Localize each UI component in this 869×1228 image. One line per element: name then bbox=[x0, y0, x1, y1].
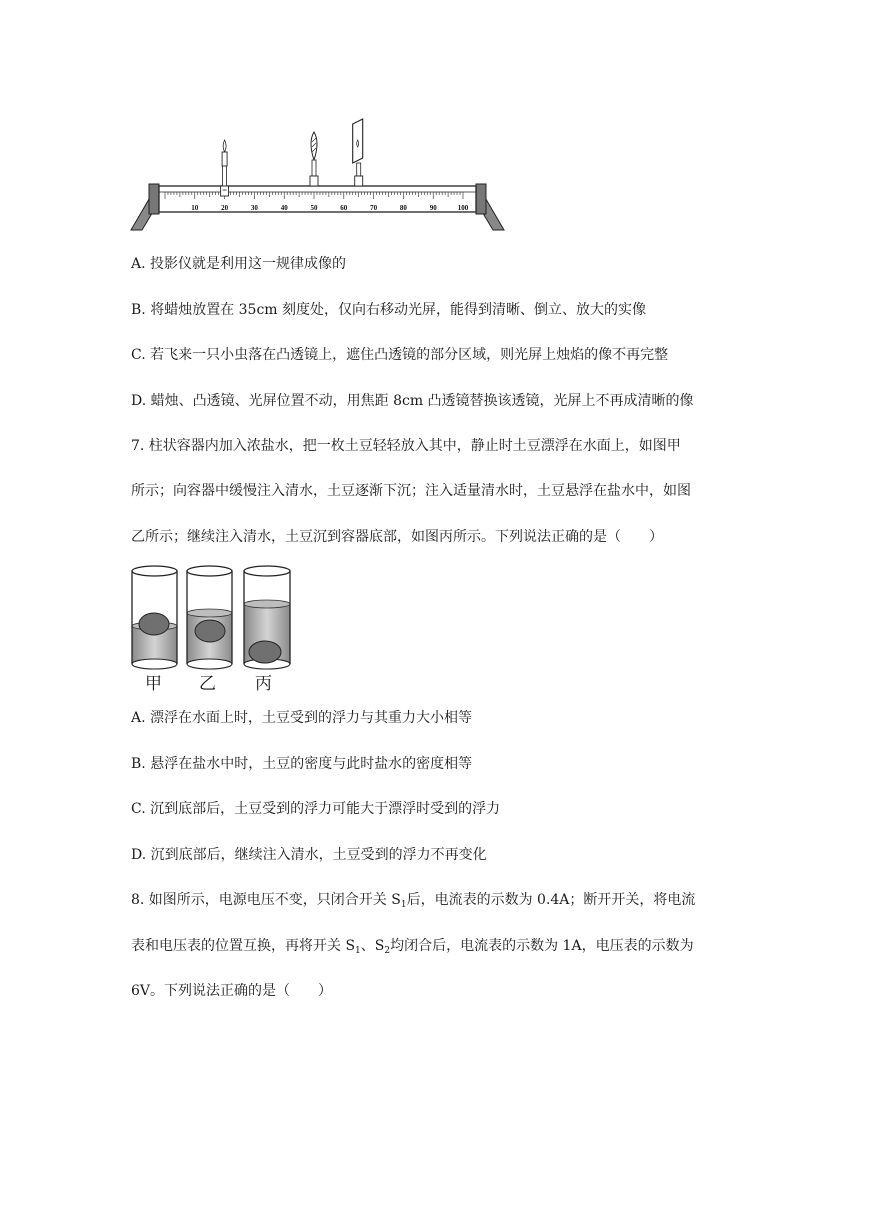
bench-tick-label: 80 bbox=[399, 204, 407, 212]
potato-suspended bbox=[195, 620, 225, 642]
q6-option-a: A. 投影仪就是利用这一规律成像的 bbox=[131, 256, 347, 272]
convex-lens bbox=[310, 132, 318, 186]
optical-bench-figure bbox=[125, 112, 510, 237]
bench-left-end bbox=[149, 184, 159, 214]
q7-option-b: B. 悬浮在盐水中时，土豆的密度与此时盐水的密度相等 bbox=[131, 756, 473, 772]
light-screen bbox=[353, 119, 363, 186]
q6-option-d: D. 蜡烛、凸透镜、光屏位置不动，用焦距 8cm 凸透镜替换该透镜，光屏上不再成清晰的像 bbox=[131, 393, 694, 409]
q7-option-c: C. 沉到底部后，土豆受到的浮力可能大于漂浮时受到的浮力 bbox=[131, 801, 501, 817]
bench-tick-label: 40 bbox=[280, 204, 288, 212]
q7-stem-line-1: 7. 柱状容器内加入浓盐水，把一枚土豆轻轻放入其中，静止时土豆漂浮在水面上，如图甲 bbox=[131, 438, 681, 454]
potato-sunk bbox=[249, 641, 281, 663]
bench-tick-label: 70 bbox=[370, 204, 378, 212]
caption-jia: 甲 bbox=[145, 674, 162, 694]
bench-tick-label: 50 bbox=[310, 204, 318, 212]
container-yi bbox=[187, 566, 232, 669]
candle bbox=[221, 140, 229, 196]
q8-stem-line-1: 8. 如图所示，电源电压不变，只闭合开关 $S_1$后，电流表的示数为 0.4A；断开开关，将电流 bbox=[131, 892, 696, 910]
bench-tick-label: 20 bbox=[221, 204, 229, 212]
potato-containers-figure bbox=[128, 563, 293, 675]
container-bing bbox=[244, 566, 290, 669]
bench-rail bbox=[159, 186, 476, 212]
q7-option-d: D. 沉到底部后，继续注入清水，土豆受到的浮力不再变化 bbox=[131, 847, 487, 863]
caption-yi: 乙 bbox=[199, 674, 216, 694]
potato-floating bbox=[139, 613, 169, 635]
q8-stem-line-2: 表和电压表的位置互换，再将开关 $S_1$、$S_2$均闭合后，电流表的示数为 1A，电压表的示数为 bbox=[131, 938, 694, 956]
q7-stem-line-2: 所示；向容器中缓慢注入清水，土豆逐渐下沉；注入适量清水时，土豆悬浮在盐水中，如图 bbox=[131, 483, 691, 499]
bench-tick-label: 60 bbox=[340, 204, 348, 212]
q6-option-b: B. 将蜡烛放置在 35cm 刻度处，仅向右移动光屏，能得到清晰、倒立、放大的实像 bbox=[131, 302, 647, 318]
bench-right-end bbox=[476, 184, 486, 214]
q7-stem-line-3: 乙所示；继续注入清水，土豆沉到容器底部，如图丙所示。下列说法正确的是（ ） bbox=[131, 529, 663, 545]
bench-tick-label: 30 bbox=[250, 204, 258, 212]
bench-tick-label: 100 bbox=[457, 204, 469, 212]
bench-tick-label: 10 bbox=[191, 204, 199, 212]
caption-bing: 丙 bbox=[255, 674, 272, 694]
bench-tick-label: 90 bbox=[429, 204, 437, 212]
q6-option-c: C. 若飞来一只小虫落在凸透镜上，遮住凸透镜的部分区域，则光屏上烛焰的像不再完整 bbox=[131, 347, 669, 363]
q8-stem-line-3: 6V。下列说法正确的是（ ） bbox=[131, 983, 333, 999]
container-jia bbox=[132, 566, 177, 669]
q7-option-a: A. 漂浮在水面上时，土豆受到的浮力与其重力大小相等 bbox=[131, 710, 473, 726]
